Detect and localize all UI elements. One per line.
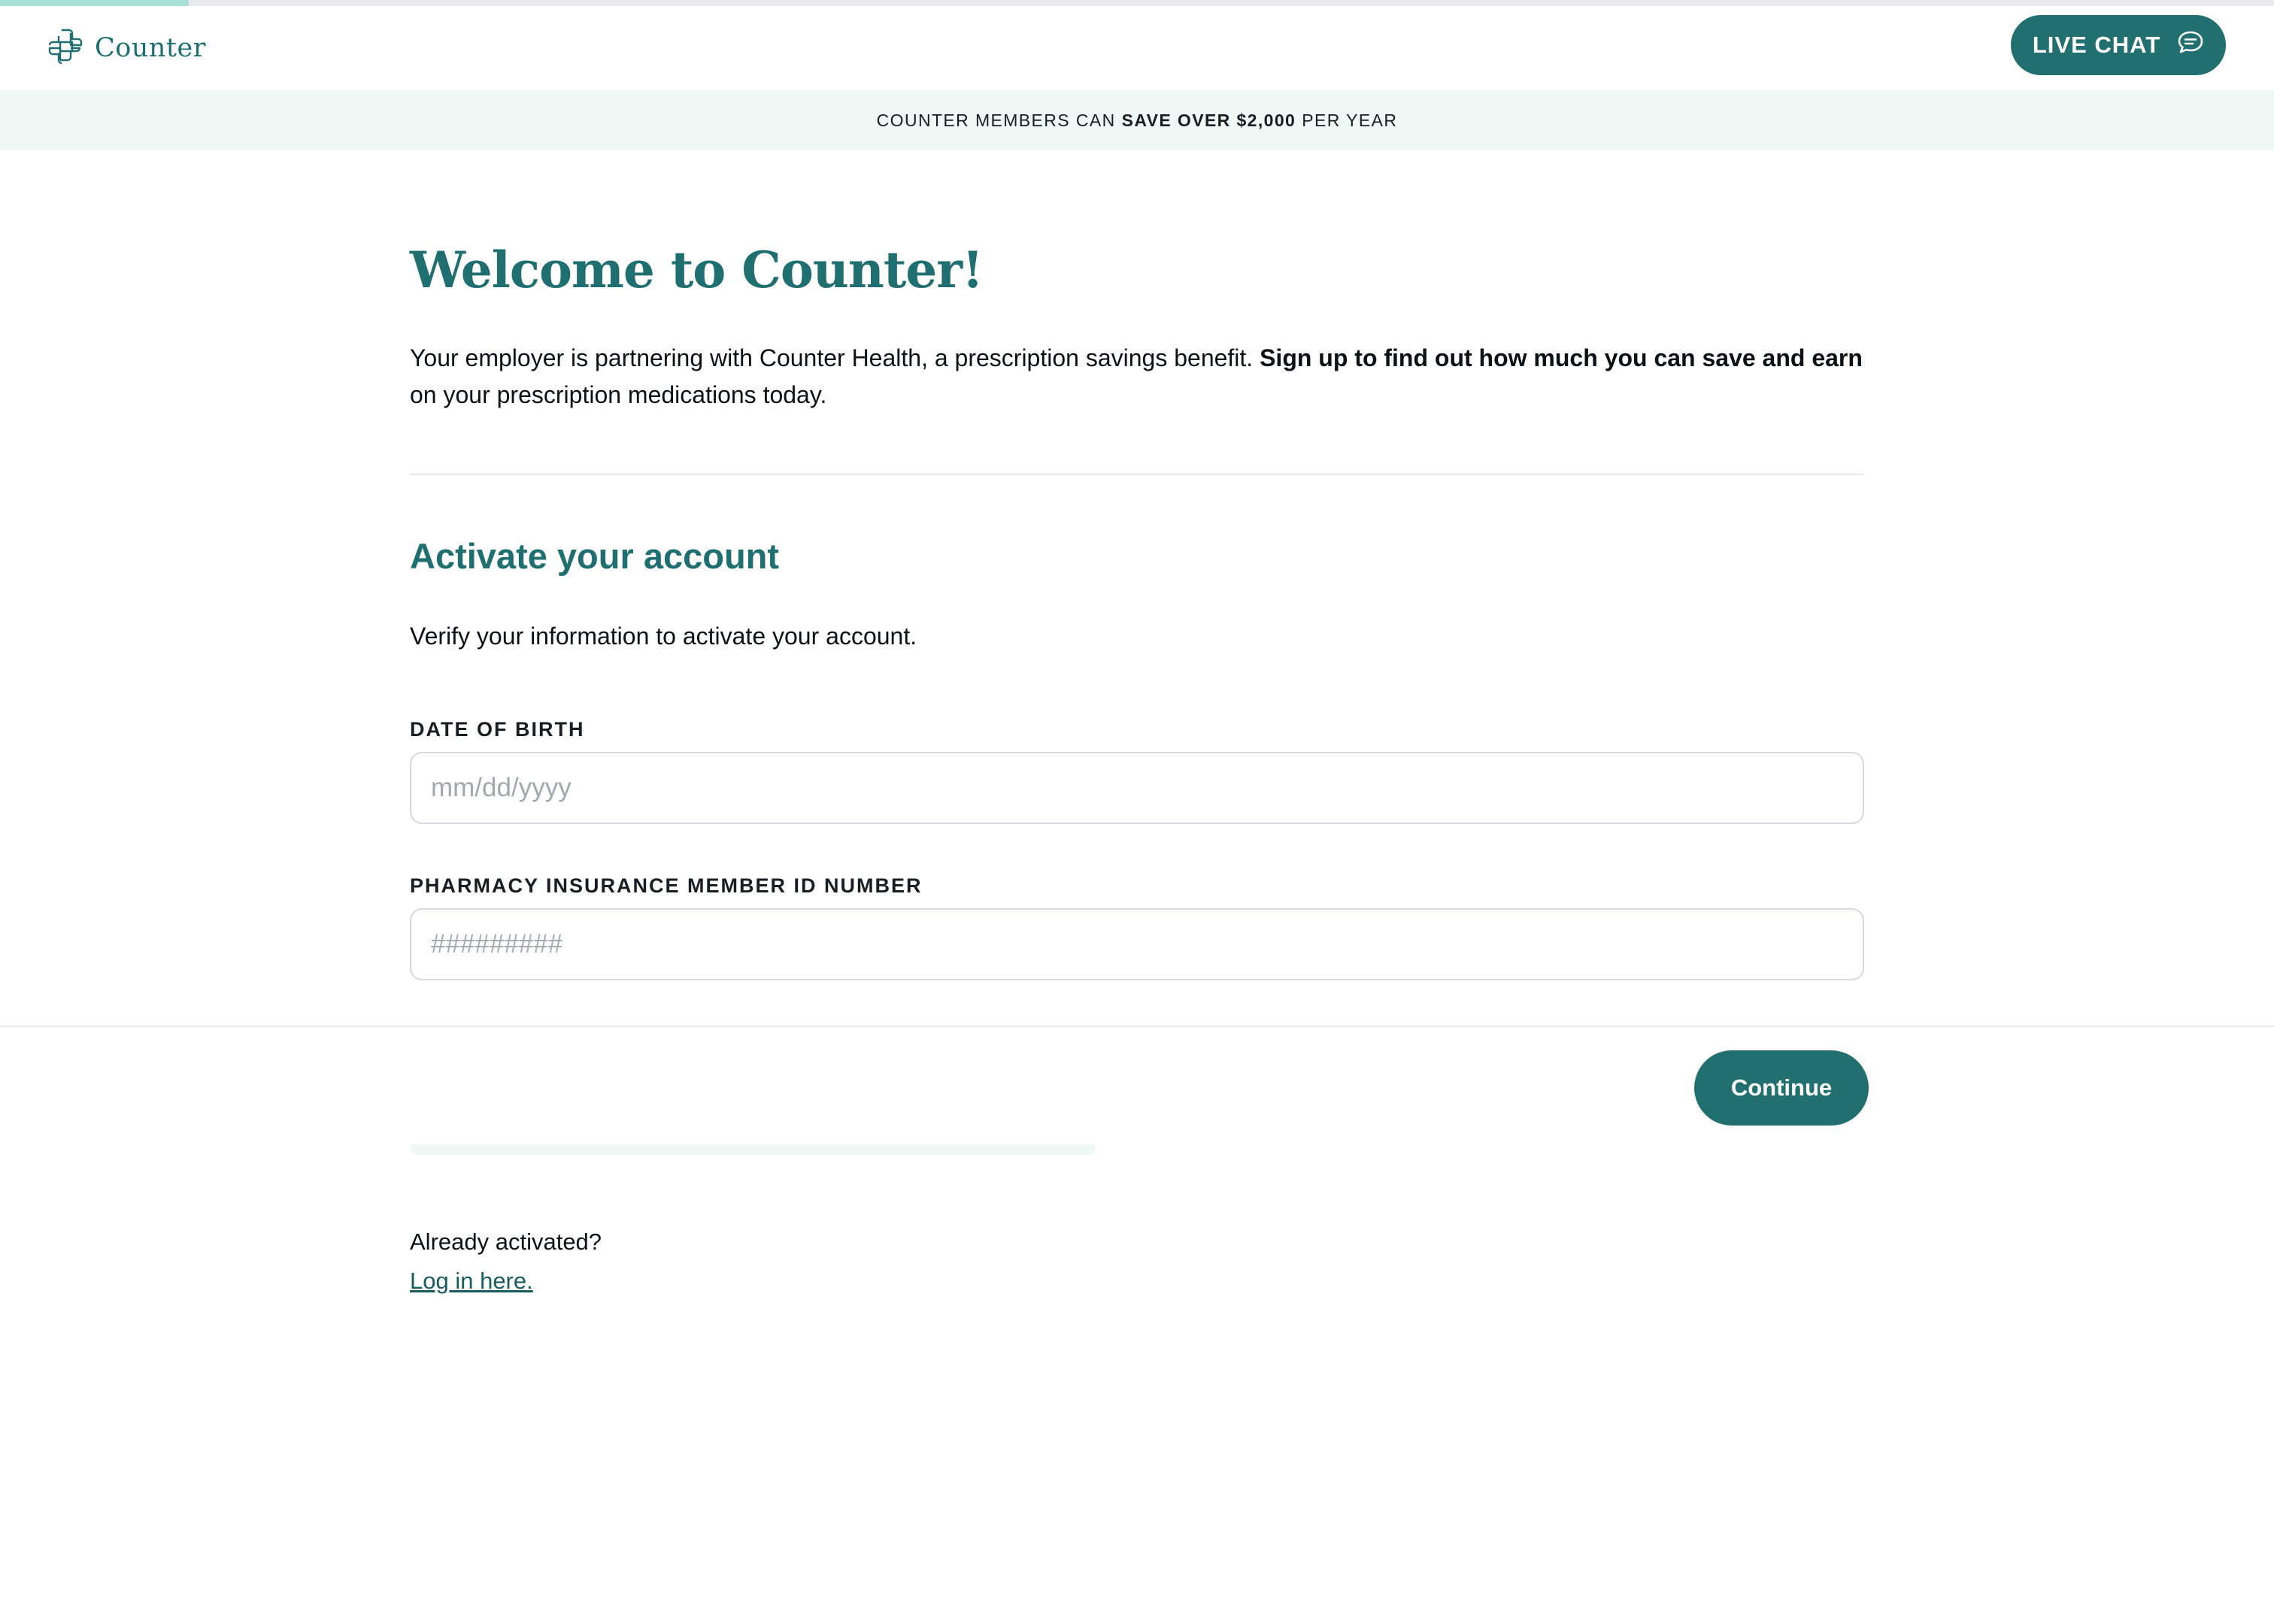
section-description: Verify your information to activate your account.: [410, 623, 917, 650]
intro-paragraph: [410, 340, 1864, 414]
continue-button[interactable]: Continue: [1694, 1050, 1869, 1126]
intro-text-bold: Sign up to find out how much you can save and earn: [1260, 344, 1863, 371]
header: [0, 6, 2274, 90]
progress-fill: [0, 0, 189, 6]
login-link[interactable]: Log in here.: [410, 1268, 533, 1294]
member-id-label: PHARMACY INSURANCE MEMBER ID NUMBER: [410, 874, 923, 897]
counter-logo-icon: [47, 27, 86, 70]
live-chat-label: LIVE CHAT: [2032, 32, 2161, 58]
chat-bubble-icon: [2177, 29, 2204, 62]
dob-label: DATE OF BIRTH: [410, 718, 585, 741]
banner-suffix: PER YEAR: [1302, 110, 1398, 130]
intro-text-1: Your employer is partnering with Counter Health, a prescription savings benefit.: [410, 344, 1260, 371]
banner-prefix: COUNTER MEMBERS CAN: [876, 110, 1116, 130]
savings-banner: [0, 90, 2274, 150]
intro-text-2: on your prescription medications today.: [410, 381, 827, 408]
banner-highlight: SAVE OVER $2,000: [1121, 110, 1296, 130]
page-title: Welcome to Counter!: [410, 241, 984, 299]
progress-track: [0, 0, 2274, 6]
section-title: Activate your account: [410, 536, 780, 576]
logo[interactable]: [47, 26, 206, 71]
dob-input[interactable]: [410, 752, 1864, 824]
member-id-input[interactable]: [410, 908, 1864, 980]
footer-divider: [0, 1026, 2274, 1027]
live-chat-button[interactable]: [2011, 15, 2226, 75]
already-activated-text: Already activated?: [410, 1229, 602, 1255]
section-divider: [410, 474, 1864, 475]
logo-text: Counter: [95, 33, 206, 63]
mint-accent-bar: [410, 1144, 1096, 1155]
